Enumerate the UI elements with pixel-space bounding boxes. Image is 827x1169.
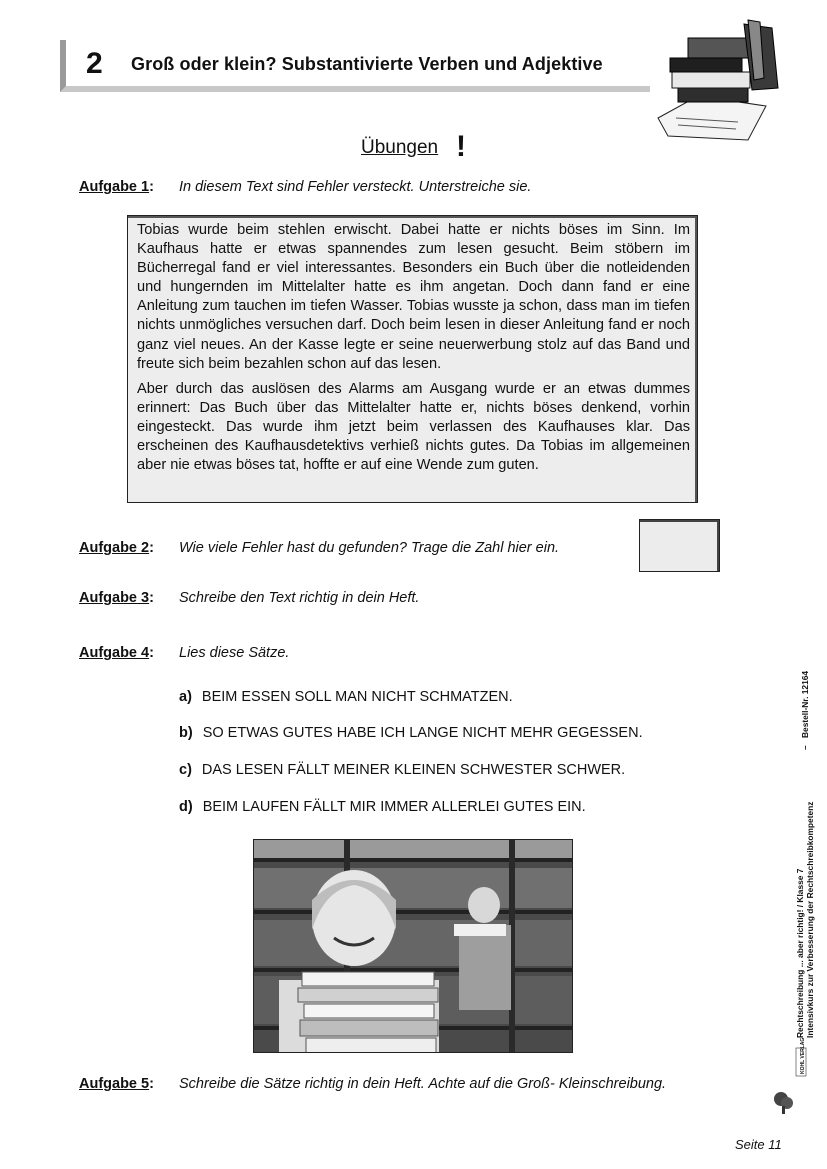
task-5-label: Aufgabe 5: bbox=[79, 1076, 154, 1092]
task-5-text: Schreibe die Sätze richtig in dein Heft. Achte auf die Groß- Kleinschreibung. bbox=[179, 1076, 667, 1092]
sentence-a: a) BEIM ESSEN SOLL MAN NICHT SCHMATZEN. bbox=[179, 689, 513, 705]
answer-box[interactable] bbox=[639, 519, 720, 572]
task-3-text: Schreibe den Text richtig in dein Heft. bbox=[179, 590, 420, 606]
task-2-label: Aufgabe 2: bbox=[79, 540, 154, 556]
library-photo-drawing bbox=[254, 840, 573, 1053]
task-4-text: Lies diese Sätze. bbox=[179, 645, 290, 661]
page-number: Seite 11 bbox=[735, 1137, 782, 1152]
library-photo bbox=[253, 839, 573, 1053]
task-1-label: Aufgabe 1: bbox=[79, 179, 154, 195]
sentence-d: d) BEIM LAUFEN FÄLLT MIR IMMER ALLERLEI GUTES EIN. bbox=[179, 799, 586, 815]
text-paragraph-2: Aber durch das auslösen des Alarms am Ausgang wurde er an etwas dummes erinnert: Das Buch über das Mittelalter hatte er, nichts böses denkend, vorhin eingesteckt. Das wurde ihm jetzt beim verlassen des Kaufhauses klar. Das erscheinen des Kaufhausdetektivs verhieß nichts gutes. Da Tobias im allgemeinen aber nie etwas böses tat, hoffte er auf eine Wende zum guten. bbox=[137, 380, 690, 474]
task-1-text: In diesem Text sind Fehler versteckt. Unterstreiche sie. bbox=[179, 179, 532, 195]
task-2-text: Wie viele Fehler hast du gefunden? Trage die Zahl hier ein. bbox=[179, 540, 560, 556]
side-book-title: Rechtschreibung ... aber richtig! / Klasse 7 bbox=[795, 868, 805, 1038]
sentence-c: c) DAS LESEN FÄLLT MEINER KLEINEN SCHWESTER SCHWER. bbox=[179, 762, 626, 778]
sentence-b: b) SO ETWAS GUTES HABE ICH LANGE NICHT MEHR GEGESSEN. bbox=[179, 725, 643, 741]
side-course-title: Intensivkurs zur Verbesserung der Rechtschreibkompetenz bbox=[805, 801, 815, 1038]
task-4-label: Aufgabe 4: bbox=[79, 645, 154, 661]
text-paragraph-1: Tobias wurde beim stehlen erwischt. Dabei hatte er nichts böses im Sinn. Im Kaufhaus hatte er etwas spannendes zum lesen gesucht. Beim stöbern im Bücherregal fand er viel interessantes. Besonders ein Buch über die notleidenden und hungernden im Mittelalter hatte es ihm angetan. Doch dann fand er eine Anleitung zum tauchen im tiefen Wasser. Tobias wusste ja schon, dass man im tiefen nichts unmögliches versuchen darf. Doch beim lesen in dieser Anleitung fand er noch ganz viel neues. An der Kasse legte er seine neuerwerbung stolz auf das Band und freute sich beim bezahlen schon auf das lesen. bbox=[137, 222, 690, 372]
error-text-box bbox=[127, 215, 698, 503]
publisher-logo-text: KOHL VERLAG bbox=[800, 1037, 806, 1074]
books-illustration bbox=[648, 18, 780, 148]
section-heading: Übungen bbox=[361, 137, 439, 158]
chapter-number: 2 bbox=[86, 47, 103, 80]
task-3-label: Aufgabe 3: bbox=[79, 590, 154, 606]
publisher-tree-icon bbox=[772, 1090, 794, 1116]
chapter-title: Groß oder klein? Substantivierte Verben und Adjektive bbox=[131, 54, 603, 74]
exclamation-icon: ! bbox=[456, 130, 466, 163]
side-publisher-info bbox=[792, 660, 822, 1080]
side-separator: – bbox=[800, 745, 810, 750]
side-order-number: Bestell-Nr. 12164 bbox=[800, 670, 810, 738]
